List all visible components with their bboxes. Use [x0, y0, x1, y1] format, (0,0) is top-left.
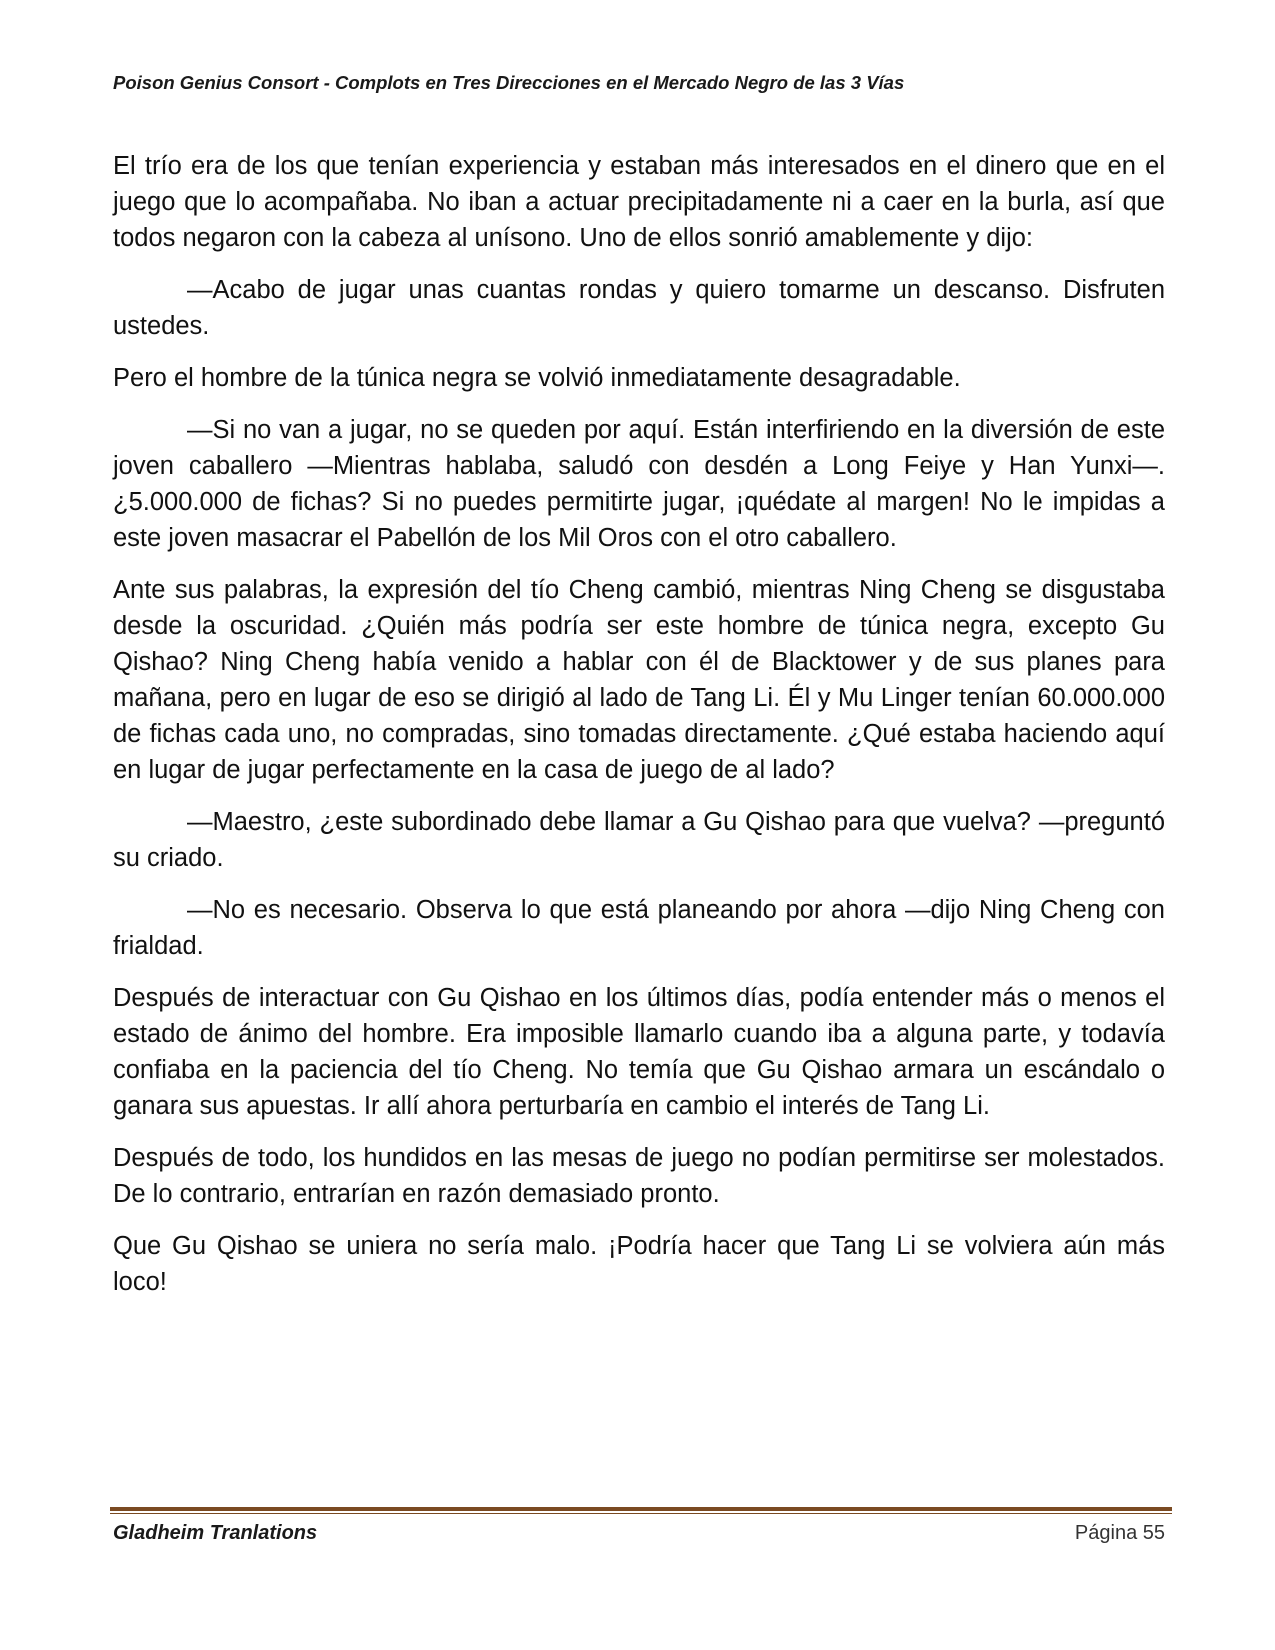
- dialogue-paragraph: —No es necesario. Observa lo que está planeando por ahora —dijo Ning Cheng con frialdad.: [113, 896, 1165, 960]
- paragraph: Ante sus palabras, la expresión del tío Cheng cambió, mientras Ning Cheng se disgustaba desde la oscuridad. ¿Quién más podría ser este hombre de túnica negra, excepto Gu Qishao? Ning Cheng había venido a hablar con él de Blacktower y de sus planes para mañana, pero en lugar de eso se dirigió al lado de Tang Li. Él y Mu Linger tenían 60.000.000 de fichas cada uno, no compradas, sino tomadas directamente. ¿Qué estaba haciendo aquí en lugar de jugar perfectamente en la casa de juego de al lado?: [113, 576, 1165, 784]
- footer-divider: [110, 1507, 1172, 1514]
- footer-page-number: Página 55: [1074, 1522, 1165, 1544]
- paragraph: Que Gu Qishao se uniera no sería malo. ¡Podría hacer que Tang Li se volviera aún más loco!: [113, 1232, 1165, 1296]
- paragraph: El trío era de los que tenían experiencia y estaban más interesados en el dinero que en el juego que lo acompañaba. No iban a actuar precipitadamente ni a caer en la burla, así que todos negaron con la cabeza al unísono. Uno de ellos sonrió amablemente y dijo:: [113, 152, 1165, 252]
- dialogue-paragraph: —Acabo de jugar unas cuantas rondas y quiero tomarme un descanso. Disfruten ustedes.: [113, 276, 1165, 340]
- dialogue-paragraph: —Si no van a jugar, no se queden por aquí. Están interfiriendo en la diversión de este joven caballero —Mientras hablaba, saludó con desdén a Long Feiye y Han Yunxi—. ¿5.000.000 de fichas? Si no puedes permitirte jugar, ¡quédate al margen! No le impidas a este joven masacrar el Pabellón de los Mil Oros con el otro caballero.: [113, 416, 1165, 552]
- page-header-title: Poison Genius Consort - Complots en Tres Direcciones en el Mercado Negro de las 3 Vías: [113, 72, 905, 93]
- paragraph: Después de todo, los hundidos en las mesas de juego no podían permitirse ser molestados. De lo contrario, entrarían en razón demasiado pronto.: [113, 1144, 1165, 1208]
- dialogue-paragraph: —Maestro, ¿este subordinado debe llamar a Gu Qishao para que vuelva? —preguntó su criado.: [113, 808, 1165, 872]
- chapter-body: [113, 148, 1165, 1316]
- paragraph: Pero el hombre de la túnica negra se volvió inmediatamente desagradable.: [113, 364, 961, 392]
- paragraph: Después de interactuar con Gu Qishao en los últimos días, podía entender más o menos el estado de ánimo del hombre. Era imposible llamarlo cuando iba a alguna parte, y todavía confiaba en la paciencia del tío Cheng. No temía que Gu Qishao armara un escándalo o ganara sus apuestas. Ir allí ahora perturbaría en cambio el interés de Tang Li.: [113, 984, 1165, 1120]
- footer-translator-credit: Gladheim Tranlations: [113, 1522, 318, 1544]
